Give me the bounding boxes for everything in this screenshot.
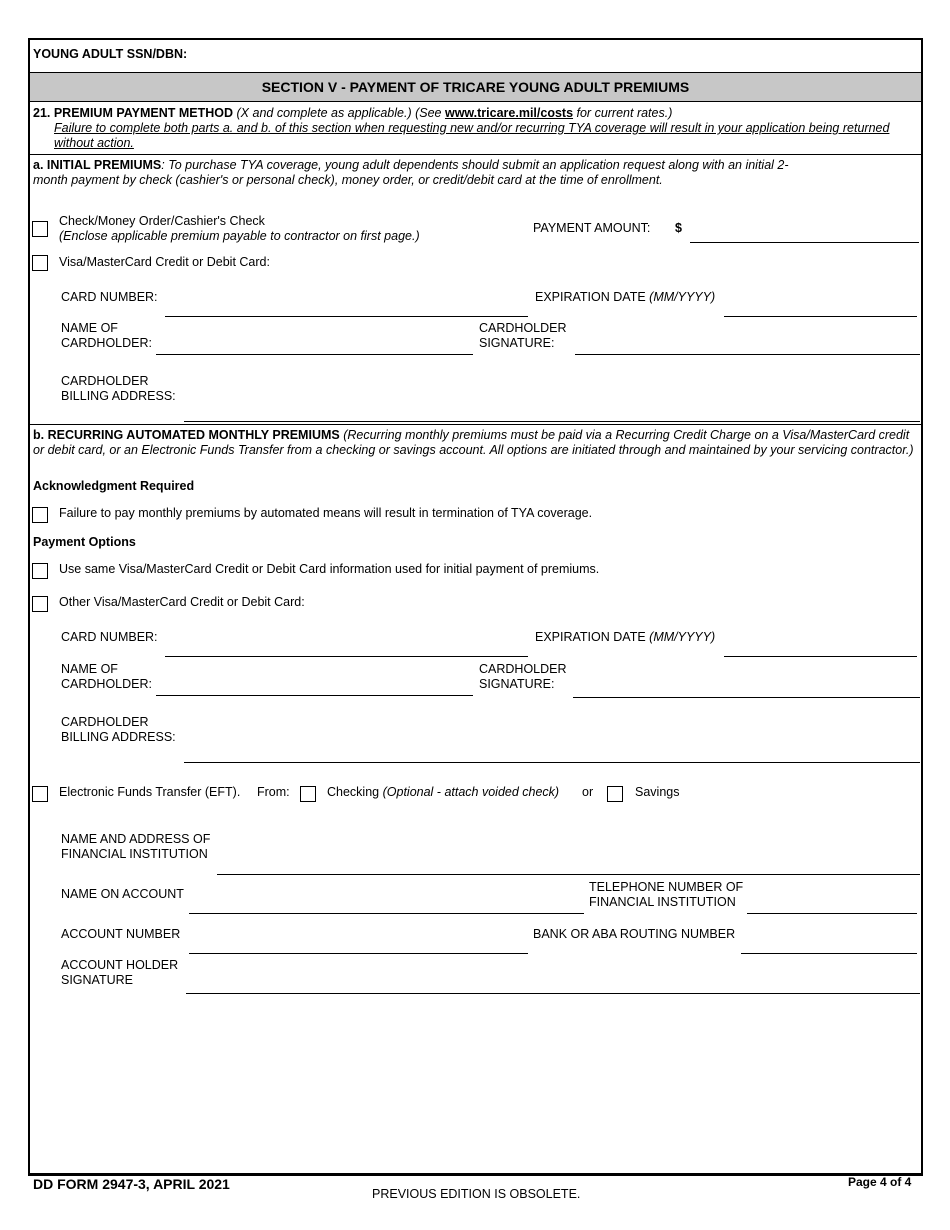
recurring-card-number-label: CARD NUMBER: [61, 630, 158, 644]
recurring-expiration-field[interactable] [724, 656, 917, 657]
recurring-signature-label-2: SIGNATURE: [479, 677, 555, 691]
initial-card-number-label: CARD NUMBER: [61, 290, 158, 304]
recurring-cardholder-name-field[interactable] [156, 695, 473, 696]
checking-label: Checking [327, 785, 380, 799]
acct-sig-label-2: SIGNATURE [61, 973, 133, 987]
initial-card-label: Visa/MasterCard Credit or Debit Card: [59, 255, 270, 269]
item21-warning-line1: Failure to complete both parts a. and b. of this section when requesting new and/or recurring TYA coverage will result in your application being returned [54, 121, 890, 135]
eft-label: Electronic Funds Transfer (EFT). [59, 785, 241, 799]
same-card-text: Use same Visa/MasterCard Credit or Debit Card information used for initial payment of premiums. [59, 562, 600, 576]
part-a-desc-line1: : To purchase TYA coverage, young adult dependents should submit an application request along with an initial 2- [161, 158, 789, 172]
phone-label-1: TELEPHONE NUMBER OF [589, 880, 744, 894]
item21-instruction-post: for current rates.) [573, 106, 673, 120]
recurring-expiration-text: EXPIRATION DATE [535, 630, 646, 644]
routing-number-field[interactable] [741, 953, 917, 954]
phone-label-2: FINANCIAL INSTITUTION [589, 895, 736, 909]
check-label: Check/Money Order/Cashier's Check [59, 214, 265, 228]
item21-instruction-pre: (X and complete as applicable.) (See [236, 106, 445, 120]
account-number-field[interactable] [189, 953, 528, 954]
payment-amount-label: PAYMENT AMOUNT: [533, 221, 651, 235]
item21-warning-line2: without action. [54, 136, 134, 150]
ssn-label: YOUNG ADULT SSN/DBN: [33, 47, 188, 61]
recurring-name-label-1: NAME OF [61, 662, 118, 676]
currency-symbol: $ [675, 221, 682, 235]
obsolete-notice: PREVIOUS EDITION IS OBSOLETE. [372, 1187, 581, 1201]
item21-number-label: 21. PREMIUM PAYMENT METHOD [33, 106, 234, 120]
tricare-costs-link[interactable]: www.tricare.mil/costs [444, 106, 574, 120]
initial-cardholder-name-field[interactable] [156, 354, 473, 355]
initial-billing-label-2: BILLING ADDRESS: [61, 389, 176, 403]
eft-checkbox[interactable] [32, 786, 48, 802]
check-money-order-checkbox[interactable] [32, 221, 48, 237]
initial-expiration-text: EXPIRATION DATE [535, 290, 646, 304]
savings-label: Savings [635, 785, 680, 799]
initial-name-label-1: NAME OF [61, 321, 118, 335]
part-a-title: a. INITIAL PREMIUMS [33, 158, 162, 172]
ack-heading: Acknowledgment Required [33, 479, 195, 493]
savings-checkbox[interactable] [607, 786, 623, 802]
recurring-card-number-field[interactable] [165, 656, 528, 657]
recurring-name-label-2: CARDHOLDER: [61, 677, 152, 691]
initial-card-checkbox[interactable] [32, 255, 48, 271]
part-b-line1 [33, 428, 909, 443]
initial-signature-label-1: CARDHOLDER [479, 321, 567, 335]
eft-from-label: From: [257, 785, 290, 799]
recurring-signature-label-1: CARDHOLDER [479, 662, 567, 676]
checking-option [327, 785, 559, 800]
divider [30, 424, 921, 425]
section-title: SECTION V - PAYMENT OF TRICARE YOUNG ADULT PREMIUMS [30, 72, 921, 102]
recurring-billing-label-1: CARDHOLDER [61, 715, 149, 729]
name-on-account-field[interactable] [189, 913, 584, 914]
form-id: DD FORM 2947-3, APRIL 2021 [33, 1176, 230, 1192]
fi-phone-field[interactable] [747, 913, 917, 914]
page-number: Page 4 of 4 [848, 1175, 912, 1189]
part-a-line1 [33, 158, 789, 173]
account-holder-signature-field[interactable] [186, 993, 920, 994]
account-number-label: ACCOUNT NUMBER [61, 927, 181, 941]
ack-checkbox[interactable] [32, 507, 48, 523]
initial-billing-address-field[interactable] [184, 421, 920, 422]
ack-text: Failure to pay monthly premiums by automated means will result in termination of TYA coverage. [59, 506, 593, 520]
recurring-billing-label-2: BILLING ADDRESS: [61, 730, 176, 744]
initial-cardholder-signature-field[interactable] [575, 354, 920, 355]
check-note: (Enclose applicable premium payable to contractor on first page.) [59, 229, 420, 243]
checking-checkbox[interactable] [300, 786, 316, 802]
acct-sig-label-1: ACCOUNT HOLDER [61, 958, 179, 972]
initial-name-label-2: CARDHOLDER: [61, 336, 152, 350]
initial-billing-label-1: CARDHOLDER [61, 374, 149, 388]
recurring-expiration-format: (MM/YYYY) [649, 630, 716, 644]
checking-note: (Optional - attach voided check) [382, 785, 560, 799]
routing-label: BANK OR ABA ROUTING NUMBER [533, 927, 736, 941]
fi-label-2: FINANCIAL INSTITUTION [61, 847, 208, 861]
recurring-billing-address-field[interactable] [184, 762, 920, 763]
part-a-desc-line2: month payment by check (cashier's or personal check), money order, or credit/debit card at the time of enrollment. [33, 173, 663, 187]
payment-amount-field[interactable] [690, 242, 919, 243]
same-card-checkbox[interactable] [32, 563, 48, 579]
part-b-title: b. RECURRING AUTOMATED MONTHLY PREMIUMS [33, 428, 340, 442]
initial-expiration-field[interactable] [724, 316, 917, 317]
recurring-expiration-label [535, 630, 715, 645]
other-card-text: Other Visa/MasterCard Credit or Debit Card: [59, 595, 305, 609]
recurring-cardholder-signature-field[interactable] [573, 697, 920, 698]
item21-header [33, 106, 672, 121]
fi-label-1: NAME AND ADDRESS OF [61, 832, 211, 846]
initial-signature-label-2: SIGNATURE: [479, 336, 555, 350]
part-b-desc-line2: or debit card, or an Electronic Funds Transfer from a checking or savings account. All options are initiated through and maintained by your servicing contractor.) [33, 443, 914, 457]
or-label: or [582, 785, 594, 799]
initial-card-number-field[interactable] [165, 316, 528, 317]
part-b-desc-line1: (Recurring monthly premiums must be paid via a Recurring Credit Charge on a Visa/MasterCard credit [339, 428, 910, 442]
name-on-account-label: NAME ON ACCOUNT [61, 887, 184, 901]
financial-institution-field[interactable] [217, 874, 920, 875]
initial-expiration-label [535, 290, 715, 305]
initial-expiration-format: (MM/YYYY) [649, 290, 716, 304]
divider [30, 154, 921, 155]
other-card-checkbox[interactable] [32, 596, 48, 612]
options-heading: Payment Options [33, 535, 136, 549]
